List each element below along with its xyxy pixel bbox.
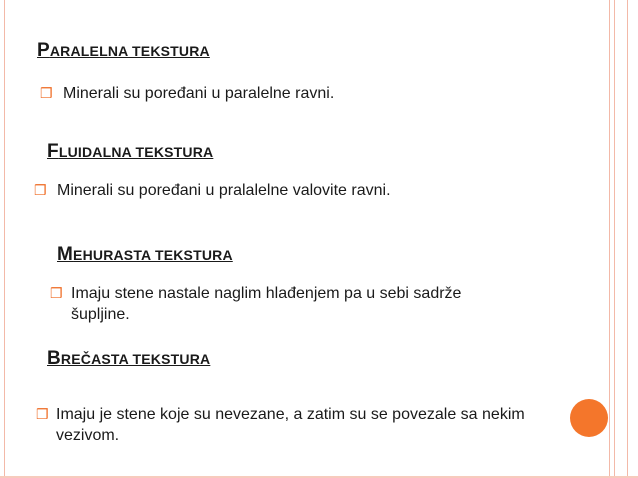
heading-mehurasta-tekstura: MEHURASTA TEKSTURA	[57, 244, 233, 265]
list-item	[36, 404, 536, 446]
heading-fluidalna-tekstura: FLUIDALNA TEKSTURA	[47, 141, 214, 162]
bullet-text: Imaju je stene koje su nevezane, a zatim su se povezale sa nekim vezivom.	[56, 406, 525, 444]
bullet-text: Minerali su poređani u pralalelne valovite ravni.	[57, 182, 391, 199]
list-item	[34, 180, 514, 201]
heading-paralelna-tekstura: PARALELNA TEKSTURA	[37, 40, 210, 61]
list-item	[50, 283, 520, 325]
frame-right-border	[609, 0, 610, 478]
list-item	[40, 83, 480, 104]
checkbox-bullet-icon: ❒	[36, 406, 49, 422]
bullet-text: Minerali su poređani u paralelne ravni.	[63, 85, 335, 102]
checkbox-bullet-icon: ❒	[34, 182, 47, 198]
frame-right-border	[614, 0, 615, 478]
checkbox-bullet-icon: ❒	[40, 85, 53, 101]
frame-right-border	[627, 0, 628, 478]
accent-circle	[570, 399, 608, 437]
checkbox-bullet-icon: ❒	[50, 285, 63, 301]
heading-brecasta-tekstura: BREČASTA TEKSTURA	[47, 348, 211, 369]
frame-left-border	[4, 0, 5, 478]
bullet-text: Imaju stene nastale naglim hlađenjem pa u sebi sadrže šupljine.	[71, 285, 462, 323]
